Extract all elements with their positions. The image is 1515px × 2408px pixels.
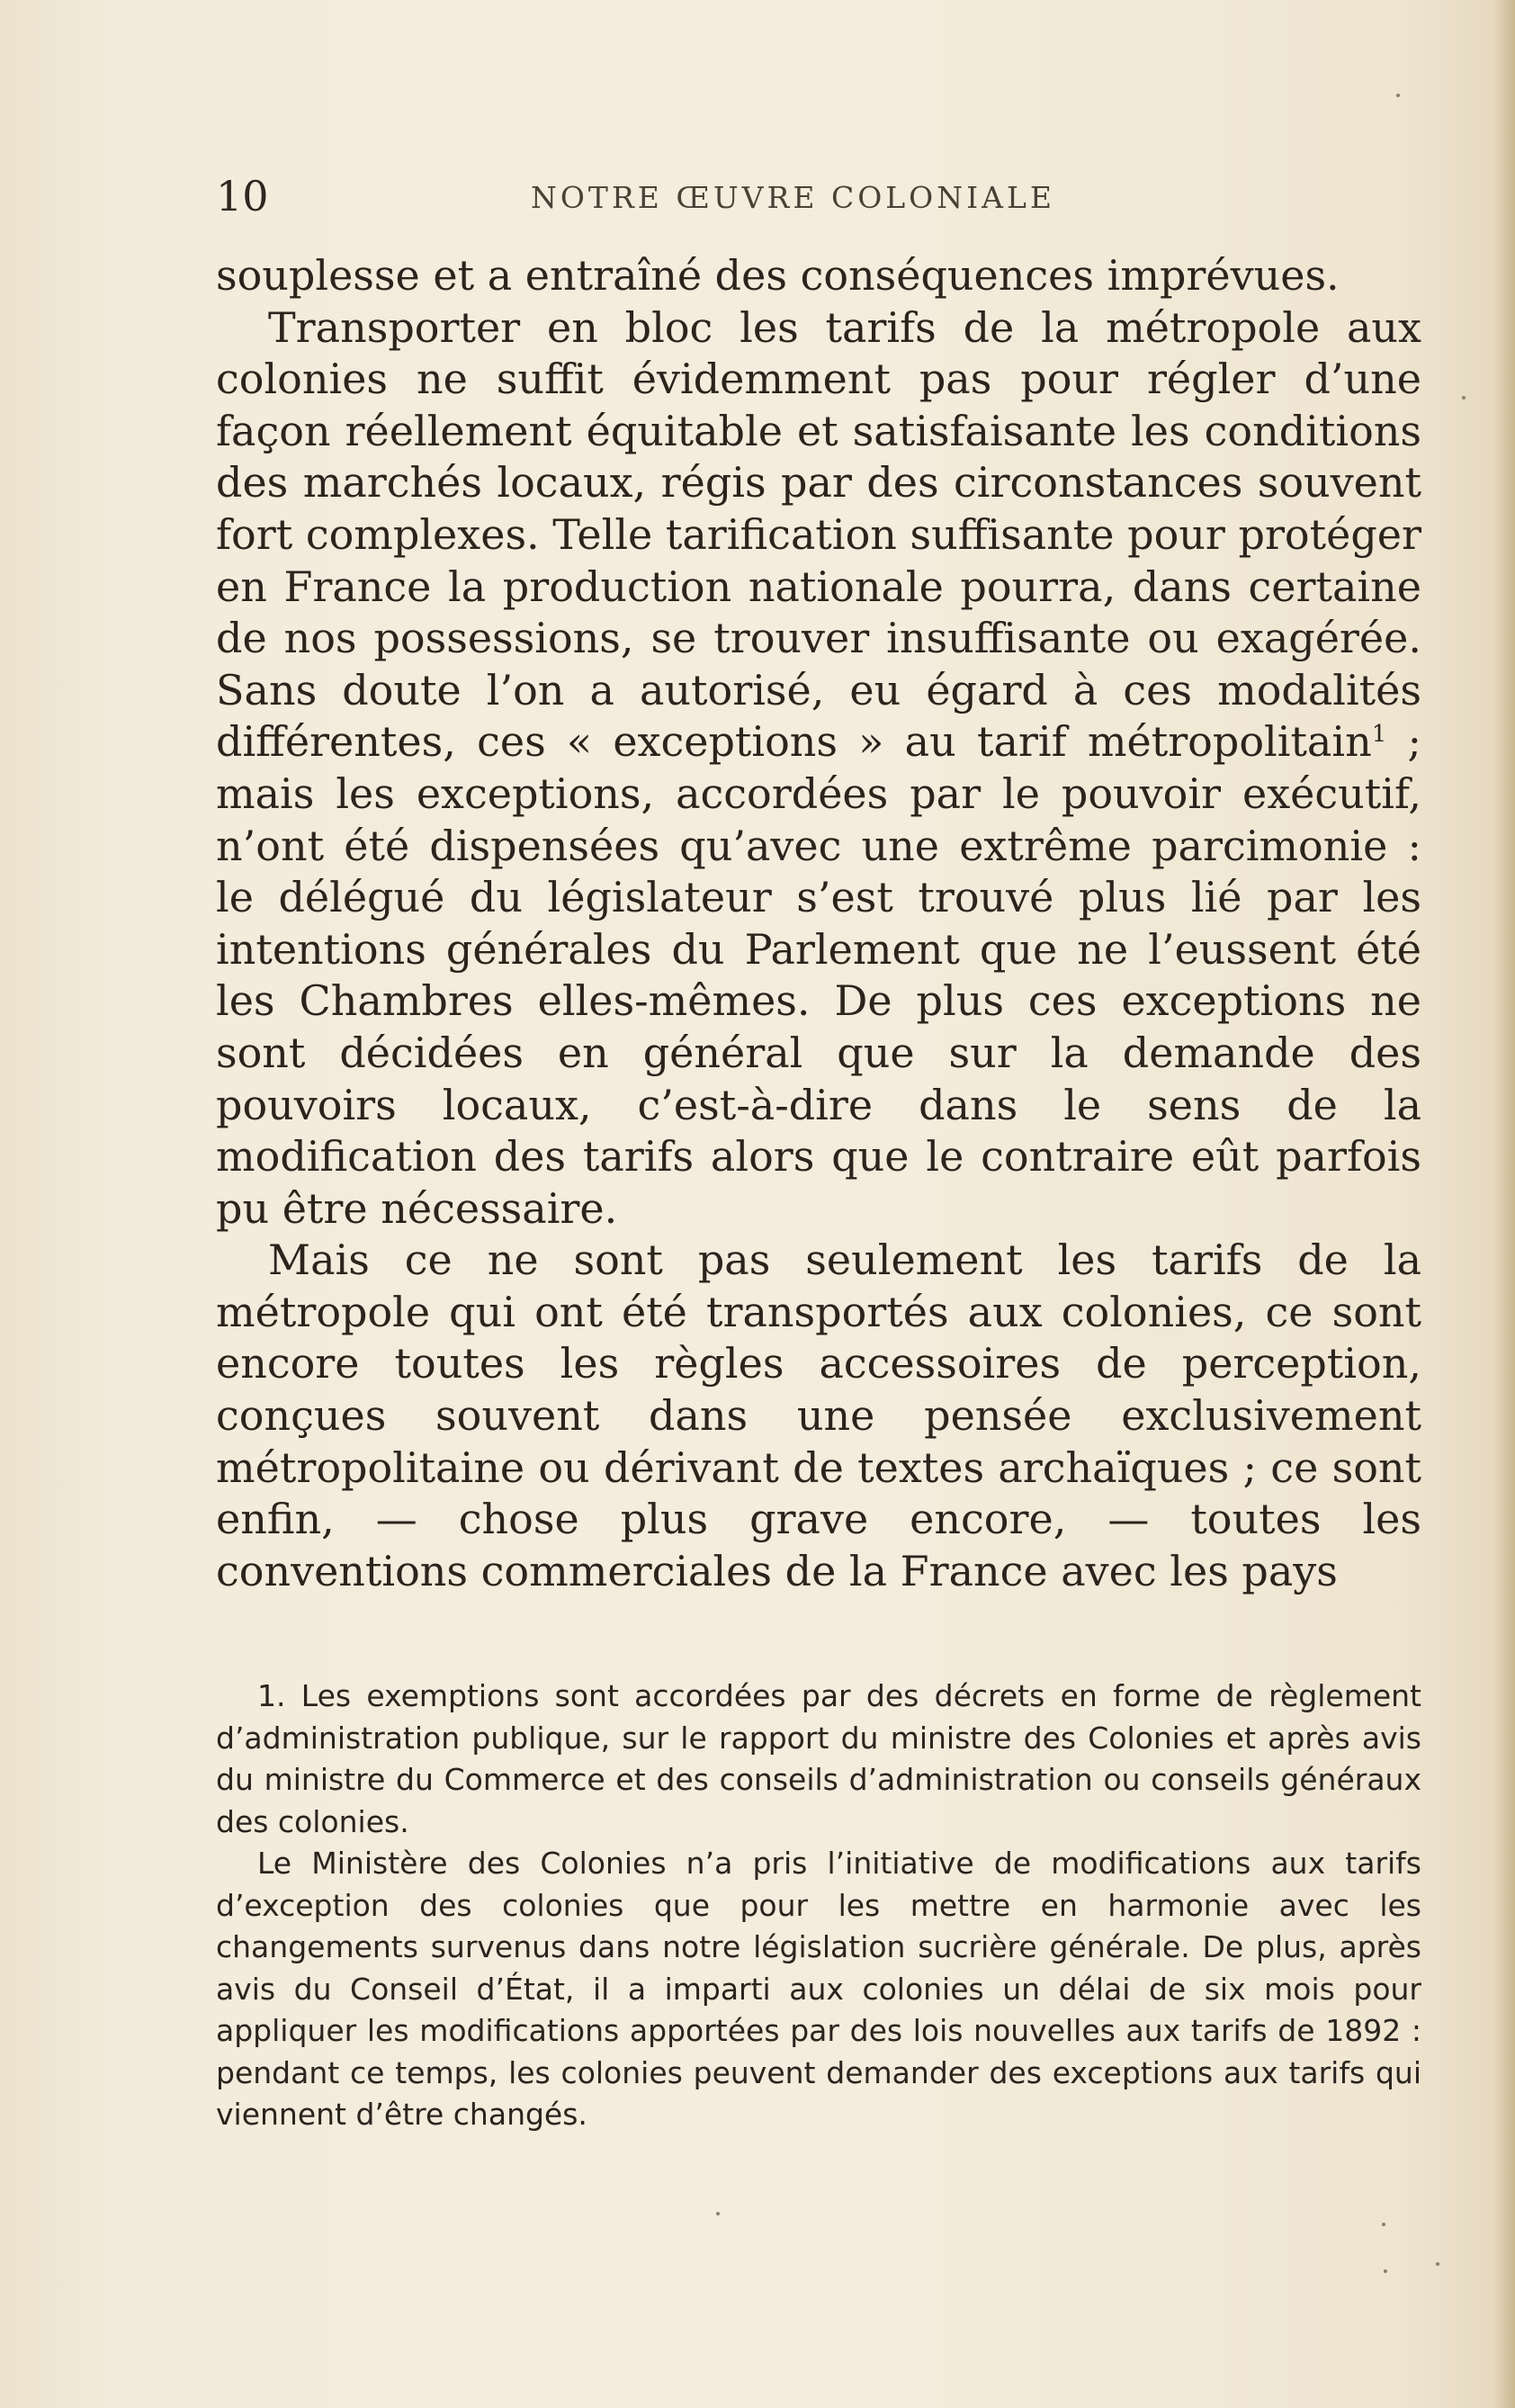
speck — [1462, 396, 1466, 400]
paragraph-continuation: souplesse et a entraîné des conséquences imprévues. — [216, 251, 1340, 300]
footnotes — [216, 1676, 1421, 2136]
speck — [1384, 2269, 1387, 2273]
speck — [1382, 2223, 1385, 2226]
running-title: NOTRE ŒUVRE COLONIALE — [531, 180, 1055, 215]
speck — [716, 2212, 720, 2215]
main-text — [216, 250, 1421, 1597]
page-edge — [1492, 0, 1515, 2408]
footnote: 1. Les exemptions sont accordées par des décrets en forme de règlement d’administration publique, sur le rapport du ministre des Colonies et après avis du ministre du Commerce et des conseils d’administration ou conseils généraux des colonies. — [216, 1678, 1421, 1839]
page-number: 10 — [216, 172, 269, 220]
speck — [1396, 94, 1400, 97]
footnote-reference: 1 — [1371, 721, 1387, 749]
page-header — [216, 171, 1421, 221]
paragraph: Mais ce ne sont pas seulement les tarifs de la métropole qui ont été transportés aux colonies, ce sont encore toutes les règles accessoires de perception, conçues souvent dans une pensée exclusivement métropolitaine ou dérivant de textes archaïques ; ce sont enfin, — chose plus grave encore, — toutes les conventions commerciales de la France avec les pays — [216, 1235, 1421, 1595]
paragraph-text: ; mais les exceptions, accordées par le pouvoir exécutif, n’ont été dispensées qu’avec une extrême parcimonie : le délégué du législateur s’est trouvé plus lié par les intentions générales du Parlement que ne l’eussent été les Chambres elles-mêmes. De plus ces exceptions ne sont décidées en général que sur la demande des pouvoirs locaux, c’est-à-dire dans le sens de la modification des tarifs alors que le contraire eût parfois pu être nécessaire. — [216, 717, 1421, 1233]
footnote-continuation: Le Ministère des Colonies n’a pris l’initiative de modifications aux tarifs d’exception des colonies que pour les mettre en harmonie avec les changements survenus dans notre législation sucrière générale. De plus, après avis du Conseil d’État, il a imparti aux colonies un délai de six mois pour appliquer les modifications apportées par des lois nouvelles aux tarifs de 1892 : pendant ce temps, les colonies peuvent demander des exceptions aux tarifs qui viennent d’être changés. — [216, 1846, 1421, 2132]
speck — [1436, 2262, 1439, 2266]
paragraph-text: Transporter en bloc les tarifs de la métropole aux colonies ne suffit évidemment pas pour régler d’une façon réellement équitable et satisfaisante les conditions des marchés locaux, régis par des circonstances souvent fort complexes. Telle tarification suffisante pour protéger en France la production nationale pourra, dans certaine de nos possessions, se trouver insuffisante ou exagérée. Sans doute l’on a autorisé, eu égard à ces modalités différentes, ces « exceptions » au tarif métropolitain — [216, 302, 1421, 767]
paragraph — [216, 302, 1421, 1235]
